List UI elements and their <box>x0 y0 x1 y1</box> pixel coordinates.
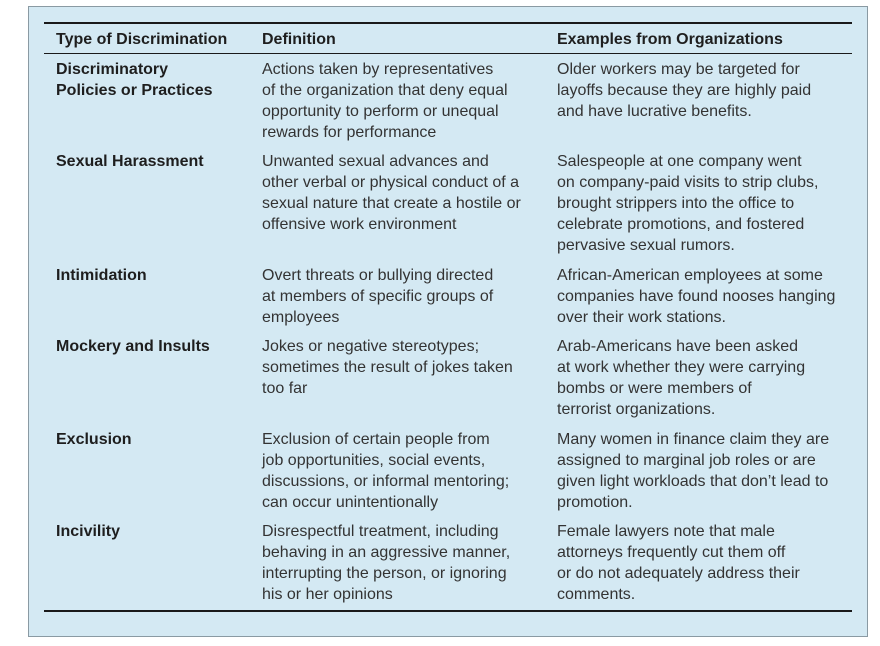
example-text: Many women in finance claim they are assigned to marginal job roles or are given light workloads that don’t lead to promotion. <box>557 431 830 511</box>
definition-text: Jokes or negative stereotypes; sometimes the result of jokes taken too far <box>262 338 513 397</box>
definition-text: Exclusion of certain people from job opportunities, social events, discussions, or informal mentoring; can occur unintentionally <box>262 431 510 511</box>
definition-text: Disrespectful treatment, including behaving in an aggressive manner, interrupting the person, or ignoring his or her opinions <box>262 523 511 603</box>
definition-text: Overt threats or bullying directed at members of specific groups of employees <box>262 267 494 326</box>
example-text: Arab-Americans have been asked at work whether they were carrying bombs or were members of terrorist organizations. <box>557 338 806 418</box>
definition-text: Actions taken by representatives of the organization that deny equal opportunity to perform or unequal rewards for performance <box>262 61 508 141</box>
discrimination-type: Intimidation <box>56 267 147 284</box>
example-text: Salespeople at one company went on company-paid visits to strip clubs, brought strippers into the office to celebrate promotions, and fostered pervasive sexual rumors. <box>557 153 819 254</box>
table-top-rule <box>44 22 852 24</box>
example-text: Female lawyers note that male attorneys frequently cut them off or do not adequately address their comments. <box>557 523 800 603</box>
discrimination-type: Exclusion <box>56 431 132 448</box>
discrimination-type: Discriminatory Policies or Practices <box>56 61 213 99</box>
header-rule <box>44 53 852 54</box>
discrimination-type: Mockery and Insults <box>56 338 210 355</box>
column-header-type: Type of Discrimination <box>56 31 228 48</box>
discrimination-type: Incivility <box>56 523 121 540</box>
discrimination-type: Sexual Harassment <box>56 153 204 170</box>
example-text: Older workers may be targeted for layoffs because they are highly paid and have lucrative benefits. <box>557 61 812 120</box>
column-header-definition: Definition <box>262 31 336 48</box>
example-text: African-American employees at some companies have found nooses hanging over their work stations. <box>557 267 836 326</box>
column-header-examples: Examples from Organizations <box>557 31 783 48</box>
definition-text: Unwanted sexual advances and other verbal or physical conduct of a sexual nature that create a hostile or offensive work environment <box>262 153 521 233</box>
table-bottom-rule <box>44 610 852 612</box>
